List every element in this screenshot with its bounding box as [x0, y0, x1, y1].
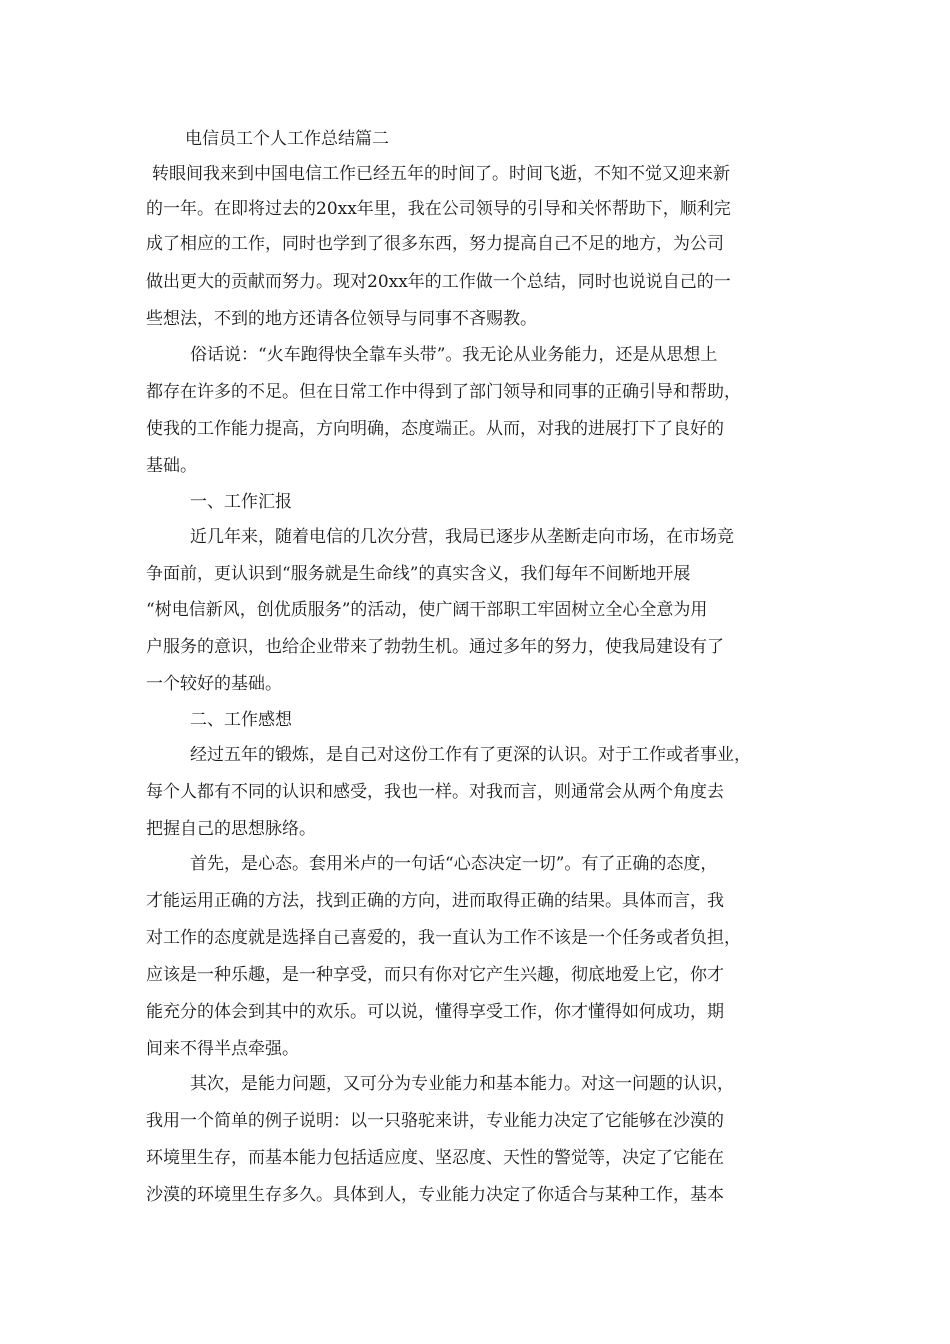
- text-line: 成了相应的工作，同时也学到了很多东西，努力提高自己不足的地方，为公司: [146, 234, 724, 254]
- text-line: 争面前，更认识到“服务就是生命线”的真实含义，我们每年不间断地开展: [146, 564, 691, 584]
- text-line: 一个较好的基础。: [146, 674, 282, 694]
- text-line: 才能运用正确的方法，找到正确的方向，进而取得正确的结果。具体而言，我: [146, 891, 724, 911]
- text-line: 转眼间我来到中国电信工作已经五年的时间了。时间飞逝，不知不觉又迎来新: [152, 164, 730, 184]
- text-line: 做出更大的贡献而努力。现对20xx年的工作做一个总结，同时也说说自己的一: [146, 272, 731, 292]
- text-line: 都存在许多的不足。但在日常工作中得到了部门领导和同事的正确引导和帮助，: [146, 382, 741, 402]
- text-line: 间来不得半点牵强。: [146, 1039, 299, 1059]
- text-line: 应该是一种乐趣，是一种享受，而只有你对它产生兴趣，彻底地爱上它，你才: [146, 965, 724, 985]
- text-line: 首先，是心态。套用米卢的一句话“心态决定一切”。有了正确的态度，: [190, 854, 718, 874]
- text-line: 我用一个简单的例子说明：以一只骆驼来讲，专业能力决定了它能够在沙漠的: [146, 1111, 724, 1131]
- text-line: 把握自己的思想脉络。: [146, 819, 316, 839]
- text-line: 经过五年的锻炼，是自己对这份工作有了更深的认识。对于工作或者事业，: [190, 745, 751, 765]
- text-line: 些想法，不到的地方还请各位领导与同事不吝赐教。: [146, 309, 537, 329]
- text-line: 俗话说：“火车跑得快全靠车头带”。我无论从业务能力，还是从思想上: [190, 345, 718, 365]
- section-heading: 二、工作感想: [190, 710, 292, 730]
- text-line: 的一年。在即将过去的20xx年里，我在公司领导的引导和关怀帮助下，顺利完: [146, 199, 731, 219]
- text-line: 户服务的意识，也给企业带来了勃勃生机。通过多年的努力，使我局建设有了: [146, 637, 724, 657]
- text-line: 其次，是能力问题，又可分为专业能力和基本能力。对这一问题的认识，: [190, 1074, 734, 1094]
- document-title: 电信员工个人工作总结篇二: [185, 129, 389, 149]
- text-line: 对工作的态度就是选择自己喜爱的，我一直认为工作不该是一个任务或者负担，: [146, 928, 741, 948]
- text-line: 使我的工作能力提高，方向明确，态度端正。从而，对我的进展打下了良好的: [146, 419, 724, 439]
- text-line: 能充分的体会到其中的欢乐。可以说，懂得享受工作，你才懂得如何成功，期: [146, 1002, 724, 1022]
- text-line: 环境里生存，而基本能力包括适应度、坚忍度、天性的警觉等，决定了它能在: [146, 1148, 724, 1168]
- text-line: “树电信新风，创优质服务”的活动，使广阔干部职工牢固树立全心全意为用: [146, 600, 708, 620]
- text-line: 每个人都有不同的认识和感受，我也一样。对我而言，则通常会从两个角度去: [146, 782, 724, 802]
- text-line: 近几年来，随着电信的几次分营，我局已逐步从垄断走向市场，在市场竞: [190, 527, 734, 547]
- section-heading: 一、工作汇报: [190, 492, 292, 512]
- text-line: 沙漠的环境里生存多久。具体到人，专业能力决定了你适合与某种工作，基本: [146, 1185, 724, 1205]
- text-line: 基础。: [146, 456, 197, 476]
